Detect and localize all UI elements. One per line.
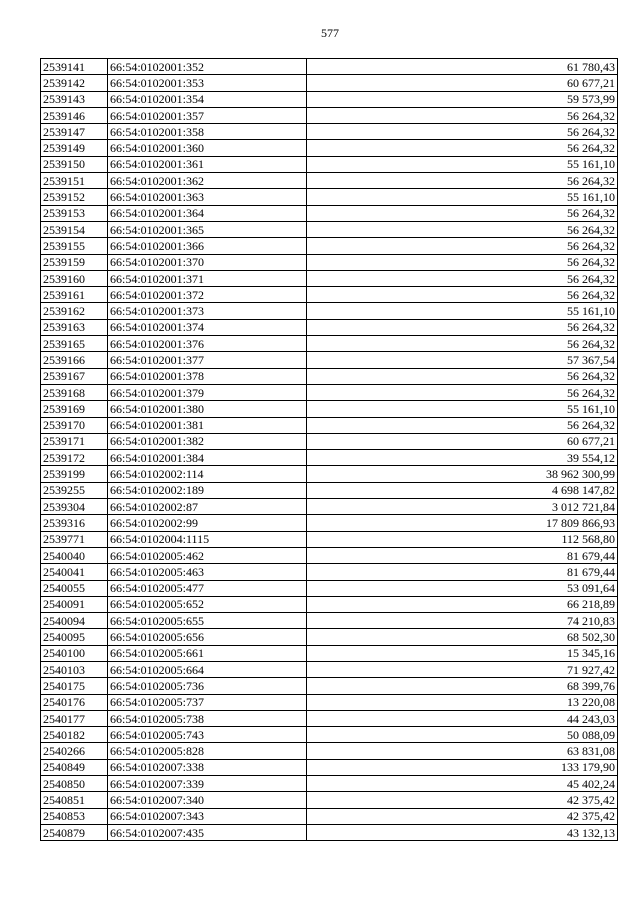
value-cell: 56 264,32: [307, 221, 618, 237]
table-row: [41, 75, 618, 91]
cadastral-number-cell: 66:54:0102001:365: [108, 221, 307, 237]
table-row: [41, 710, 618, 726]
row-id-cell: 2539162: [41, 303, 108, 319]
table-row: [41, 173, 618, 189]
value-cell: 74 210,83: [307, 613, 618, 629]
row-id-cell: 2540266: [41, 743, 108, 759]
row-id-cell: 2540849: [41, 759, 108, 775]
table-row: [41, 107, 618, 123]
table-row: [41, 792, 618, 808]
table-row: [41, 189, 618, 205]
value-cell: 61 780,43: [307, 59, 618, 75]
cadastral-number-cell: 66:54:0102007:338: [108, 759, 307, 775]
table-row: [41, 759, 618, 775]
table-row: [41, 238, 618, 254]
value-cell: 43 132,13: [307, 824, 618, 840]
cadastral-number-cell: 66:54:0102005:736: [108, 678, 307, 694]
cadastral-number-cell: 66:54:0102001:373: [108, 303, 307, 319]
value-cell: 42 375,42: [307, 792, 618, 808]
cadastral-number-cell: 66:54:0102007:343: [108, 808, 307, 824]
row-id-cell: 2539161: [41, 287, 108, 303]
row-id-cell: 2539155: [41, 238, 108, 254]
row-id-cell: 2540176: [41, 694, 108, 710]
value-cell: 42 375,42: [307, 808, 618, 824]
table-row: [41, 499, 618, 515]
value-cell: 3 012 721,84: [307, 499, 618, 515]
table-row: [41, 417, 618, 433]
row-id-cell: 2539142: [41, 75, 108, 91]
table-body: [41, 59, 618, 841]
value-cell: 56 264,32: [307, 124, 618, 140]
value-cell: 56 264,32: [307, 417, 618, 433]
cadastral-number-cell: 66:54:0102001:353: [108, 75, 307, 91]
row-id-cell: 2539152: [41, 189, 108, 205]
value-cell: 56 264,32: [307, 287, 618, 303]
row-id-cell: 2540094: [41, 613, 108, 629]
value-cell: 56 264,32: [307, 368, 618, 384]
table-row: [41, 645, 618, 661]
row-id-cell: 2539147: [41, 124, 108, 140]
table-row: [41, 140, 618, 156]
table-row: [41, 205, 618, 221]
row-id-cell: 2539771: [41, 531, 108, 547]
cadastral-number-cell: 66:54:0102001:377: [108, 352, 307, 368]
cadastral-number-cell: 66:54:0102002:114: [108, 466, 307, 482]
cadastral-number-cell: 66:54:0102005:661: [108, 645, 307, 661]
value-cell: 63 831,08: [307, 743, 618, 759]
table-row: [41, 564, 618, 580]
value-cell: 56 264,32: [307, 336, 618, 352]
value-cell: 81 679,44: [307, 547, 618, 563]
table-row: [41, 221, 618, 237]
cadastral-number-cell: 66:54:0102007:435: [108, 824, 307, 840]
value-cell: 38 962 300,99: [307, 466, 618, 482]
cadastral-number-cell: 66:54:0102001:363: [108, 189, 307, 205]
row-id-cell: 2540851: [41, 792, 108, 808]
row-id-cell: 2540853: [41, 808, 108, 824]
table-row: [41, 124, 618, 140]
cadastral-number-cell: 66:54:0102005:463: [108, 564, 307, 580]
cadastral-number-cell: 66:54:0102004:1115: [108, 531, 307, 547]
value-cell: 15 345,16: [307, 645, 618, 661]
table-row: [41, 547, 618, 563]
value-cell: 59 573,99: [307, 91, 618, 107]
value-cell: 17 809 866,93: [307, 515, 618, 531]
row-id-cell: 2540095: [41, 629, 108, 645]
cadastral-number-cell: 66:54:0102005:737: [108, 694, 307, 710]
cadastral-number-cell: 66:54:0102001:357: [108, 107, 307, 123]
cadastral-number-cell: 66:54:0102001:366: [108, 238, 307, 254]
table-row: [41, 270, 618, 286]
table-row: [41, 727, 618, 743]
row-id-cell: 2539166: [41, 352, 108, 368]
cadastral-number-cell: 66:54:0102005:828: [108, 743, 307, 759]
cadastral-number-cell: 66:54:0102001:371: [108, 270, 307, 286]
value-cell: 56 264,32: [307, 140, 618, 156]
value-cell: 56 264,32: [307, 319, 618, 335]
table-row: [41, 450, 618, 466]
cadastral-number-cell: 66:54:0102001:381: [108, 417, 307, 433]
table-row: [41, 336, 618, 352]
row-id-cell: 2540182: [41, 727, 108, 743]
value-cell: 56 264,32: [307, 205, 618, 221]
value-cell: 39 554,12: [307, 450, 618, 466]
row-id-cell: 2540055: [41, 580, 108, 596]
cadastral-number-cell: 66:54:0102001:352: [108, 59, 307, 75]
cadastral-number-cell: 66:54:0102005:477: [108, 580, 307, 596]
table-row: [41, 91, 618, 107]
value-cell: 53 091,64: [307, 580, 618, 596]
table-row: [41, 580, 618, 596]
table-row: [41, 384, 618, 400]
cadastral-number-cell: 66:54:0102001:376: [108, 336, 307, 352]
value-cell: 81 679,44: [307, 564, 618, 580]
table-row: [41, 776, 618, 792]
value-cell: 13 220,08: [307, 694, 618, 710]
row-id-cell: 2539170: [41, 417, 108, 433]
row-id-cell: 2539154: [41, 221, 108, 237]
row-id-cell: 2539172: [41, 450, 108, 466]
table-row: [41, 433, 618, 449]
row-id-cell: 2539150: [41, 156, 108, 172]
cadastral-number-cell: 66:54:0102001:354: [108, 91, 307, 107]
data-table: [40, 58, 618, 841]
row-id-cell: 2540091: [41, 596, 108, 612]
cadastral-number-cell: 66:54:0102001:372: [108, 287, 307, 303]
row-id-cell: 2540177: [41, 710, 108, 726]
row-id-cell: 2539168: [41, 384, 108, 400]
table-row: [41, 368, 618, 384]
table-row: [41, 596, 618, 612]
cadastral-number-cell: 66:54:0102001:384: [108, 450, 307, 466]
value-cell: 56 264,32: [307, 173, 618, 189]
row-id-cell: 2539167: [41, 368, 108, 384]
row-id-cell: 2539153: [41, 205, 108, 221]
value-cell: 71 927,42: [307, 661, 618, 677]
cadastral-number-cell: 66:54:0102001:364: [108, 205, 307, 221]
table-row: [41, 661, 618, 677]
cadastral-number-cell: 66:54:0102001:358: [108, 124, 307, 140]
row-id-cell: 2540879: [41, 824, 108, 840]
cadastral-number-cell: 66:54:0102002:87: [108, 499, 307, 515]
cadastral-number-cell: 66:54:0102005:738: [108, 710, 307, 726]
cadastral-number-cell: 66:54:0102001:370: [108, 254, 307, 270]
table-row: [41, 156, 618, 172]
table-row: [41, 678, 618, 694]
row-id-cell: 2539159: [41, 254, 108, 270]
cadastral-number-cell: 66:54:0102005:655: [108, 613, 307, 629]
row-id-cell: 2539160: [41, 270, 108, 286]
row-id-cell: 2539255: [41, 482, 108, 498]
row-id-cell: 2540103: [41, 661, 108, 677]
value-cell: 56 264,32: [307, 270, 618, 286]
value-cell: 45 402,24: [307, 776, 618, 792]
table-row: [41, 824, 618, 840]
table-row: [41, 303, 618, 319]
table-row: [41, 629, 618, 645]
value-cell: 4 698 147,82: [307, 482, 618, 498]
value-cell: 55 161,10: [307, 303, 618, 319]
table-row: [41, 482, 618, 498]
cadastral-number-cell: 66:54:0102002:99: [108, 515, 307, 531]
row-id-cell: 2539169: [41, 401, 108, 417]
cadastral-number-cell: 66:54:0102005:652: [108, 596, 307, 612]
value-cell: 112 568,80: [307, 531, 618, 547]
table-row: [41, 254, 618, 270]
row-id-cell: 2539143: [41, 91, 108, 107]
cadastral-number-cell: 66:54:0102007:339: [108, 776, 307, 792]
table-row: [41, 808, 618, 824]
table-row: [41, 531, 618, 547]
row-id-cell: 2539165: [41, 336, 108, 352]
row-id-cell: 2540850: [41, 776, 108, 792]
value-cell: 133 179,90: [307, 759, 618, 775]
table-row: [41, 466, 618, 482]
cadastral-number-cell: 66:54:0102001:360: [108, 140, 307, 156]
value-cell: 55 161,10: [307, 189, 618, 205]
table-row: [41, 743, 618, 759]
value-cell: 56 264,32: [307, 384, 618, 400]
value-cell: 68 399,76: [307, 678, 618, 694]
row-id-cell: 2539199: [41, 466, 108, 482]
cadastral-number-cell: 66:54:0102005:656: [108, 629, 307, 645]
value-cell: 44 243,03: [307, 710, 618, 726]
cadastral-number-cell: 66:54:0102001:374: [108, 319, 307, 335]
cadastral-number-cell: 66:54:0102007:340: [108, 792, 307, 808]
value-cell: 60 677,21: [307, 433, 618, 449]
row-id-cell: 2539141: [41, 59, 108, 75]
page-number: 577: [321, 26, 339, 40]
value-cell: 57 367,54: [307, 352, 618, 368]
row-id-cell: 2539146: [41, 107, 108, 123]
table-row: [41, 287, 618, 303]
table-row: [41, 319, 618, 335]
value-cell: 60 677,21: [307, 75, 618, 91]
cadastral-number-cell: 66:54:0102002:189: [108, 482, 307, 498]
table-row: [41, 515, 618, 531]
value-cell: 56 264,32: [307, 107, 618, 123]
cadastral-number-cell: 66:54:0102001:380: [108, 401, 307, 417]
row-id-cell: 2540100: [41, 645, 108, 661]
row-id-cell: 2539304: [41, 499, 108, 515]
table-row: [41, 694, 618, 710]
cadastral-number-cell: 66:54:0102005:664: [108, 661, 307, 677]
row-id-cell: 2539171: [41, 433, 108, 449]
row-id-cell: 2539149: [41, 140, 108, 156]
cadastral-number-cell: 66:54:0102005:743: [108, 727, 307, 743]
row-id-cell: 2539163: [41, 319, 108, 335]
cadastral-number-cell: 66:54:0102001:382: [108, 433, 307, 449]
row-id-cell: 2540041: [41, 564, 108, 580]
value-cell: 68 502,30: [307, 629, 618, 645]
cadastral-number-cell: 66:54:0102001:362: [108, 173, 307, 189]
value-cell: 66 218,89: [307, 596, 618, 612]
value-cell: 50 088,09: [307, 727, 618, 743]
cadastral-number-cell: 66:54:0102005:462: [108, 547, 307, 563]
table-row: [41, 59, 618, 75]
table-row: [41, 401, 618, 417]
row-id-cell: 2539151: [41, 173, 108, 189]
cadastral-number-cell: 66:54:0102001:361: [108, 156, 307, 172]
value-cell: 55 161,10: [307, 401, 618, 417]
table-row: [41, 352, 618, 368]
table-row: [41, 613, 618, 629]
cadastral-number-cell: 66:54:0102001:378: [108, 368, 307, 384]
value-cell: 56 264,32: [307, 238, 618, 254]
cadastral-number-cell: 66:54:0102001:379: [108, 384, 307, 400]
value-cell: 55 161,10: [307, 156, 618, 172]
row-id-cell: 2539316: [41, 515, 108, 531]
row-id-cell: 2540040: [41, 547, 108, 563]
value-cell: 56 264,32: [307, 254, 618, 270]
row-id-cell: 2540175: [41, 678, 108, 694]
